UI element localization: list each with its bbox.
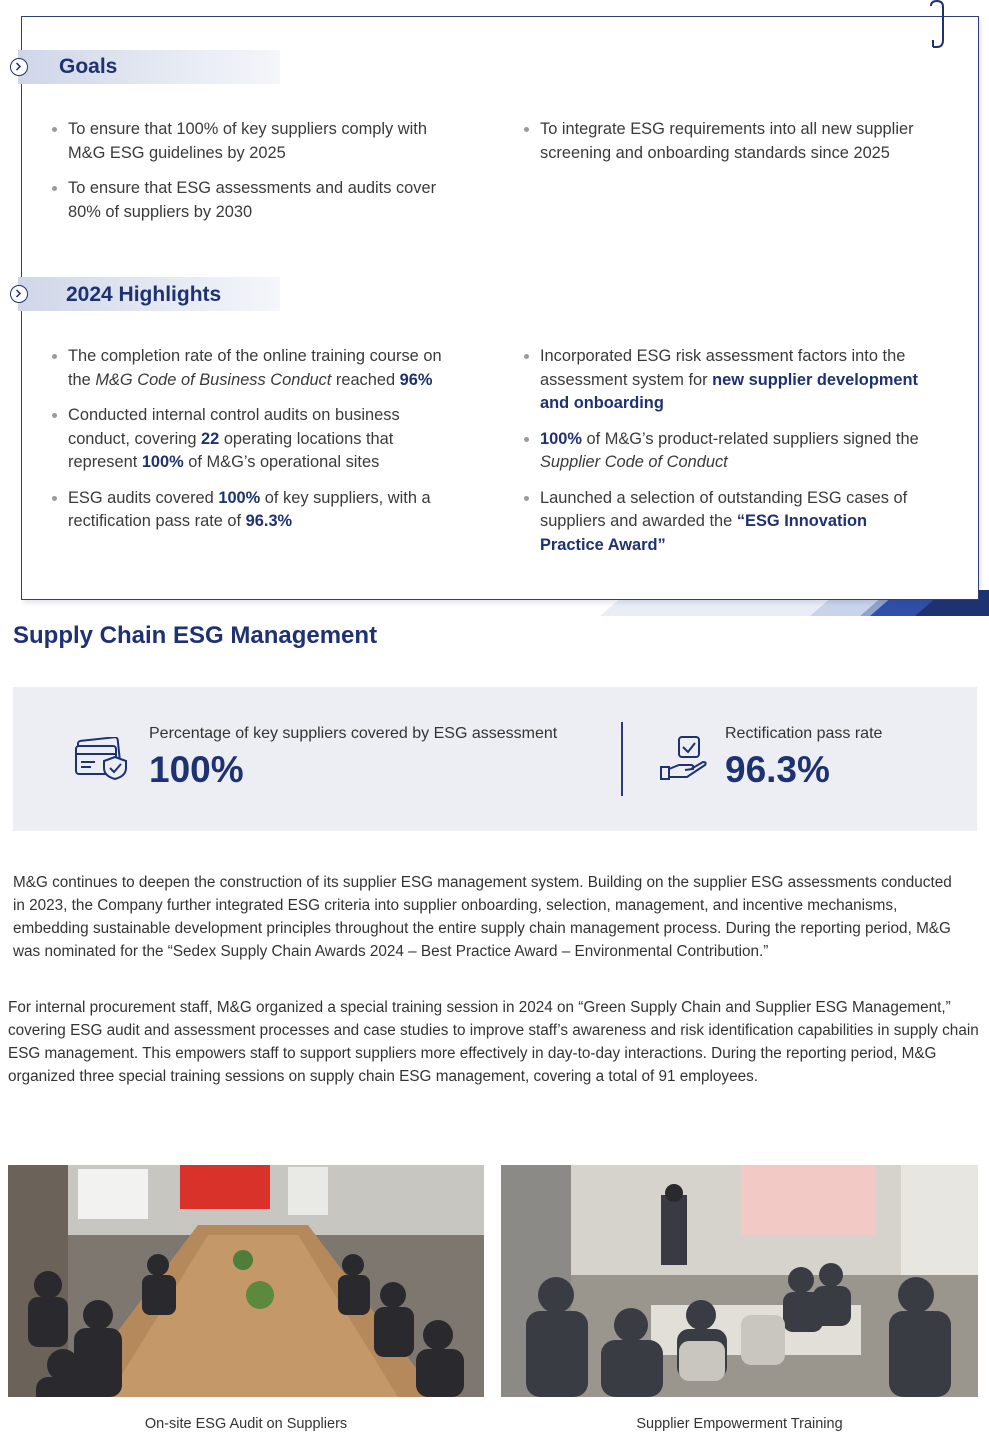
photo-caption: On-site ESG Audit on Suppliers <box>144 1416 348 1432</box>
chevron-right-icon <box>10 285 28 303</box>
highlights-title: 2024 Highlights <box>66 283 222 306</box>
goals-header-bar <box>18 50 280 84</box>
stat-label: Rectification pass rate <box>725 725 883 742</box>
highlight-item: 100% of M&G’s product-related suppliers signed the Supplier Code of Conduct <box>524 428 934 475</box>
goals-title: Goals <box>59 55 118 78</box>
chevron-right-icon <box>10 58 28 76</box>
highlight-item: Conducted internal control audits on business conduct, covering 22 operating locations that represent 100% of M&G’s operational sites <box>52 404 462 475</box>
highlight-item: ESG audits covered 100% of key suppliers, with a rectification pass rate of 96.3% <box>52 487 462 534</box>
highlight-item: The completion rate of the online training course on the M&G Code of Business Conduct reached 96% <box>52 345 462 392</box>
photo-caption: Supplier Empowerment Training <box>636 1416 843 1432</box>
stats-panel <box>13 687 977 831</box>
goal-item: To ensure that 100% of key suppliers comply with M&G ESG guidelines by 2025 <box>52 118 452 165</box>
stat-label: Percentage of key suppliers covered by ESG assessment <box>149 725 558 742</box>
photo-empowerment-training <box>501 1165 978 1397</box>
stat-value: 96.3% <box>725 749 830 790</box>
goal-item: To ensure that ESG assessments and audits cover 80% of suppliers by 2030 <box>52 177 452 224</box>
goals-list-left <box>52 118 452 236</box>
highlights-list-right <box>524 345 934 569</box>
highlights-list-left <box>52 345 462 546</box>
stat-value: 100% <box>149 749 244 790</box>
photo-onsite-audit <box>8 1165 484 1397</box>
paragraph: For internal procurement staff, M&G organized a special training session in 2024 on “Green Supply Chain and Supplier ESG Management,” covering ESG audit and assessment processes and case studies to improve staff’s awareness and risk identification capabilities in supply chain ESG management. This empowers staff to support suppliers more effectively in day-to-day interactions. During the reporting period, M&G organized three special training sessions on supply chain ESG management, covering a total of 91 employees. <box>8 999 979 1085</box>
paragraph: M&G continues to deepen the construction of its supplier ESG management system. Building on the supplier ESG assessments conducted in 2023, the Company further integrated ESG criteria into supplier onboarding, selection, management, and incentive mechanisms, embedding sustainable development principles throughout the entire supply chain management process. During the reporting period, M&G was nominated for the “Sedex Supply Chain Awards 2024 – Best Practice Award – Environmental Contribution.” <box>13 874 952 960</box>
stat-divider <box>621 722 623 796</box>
highlight-item: Incorporated ESG risk assessment factors into the assessment system for new supplier development and onboarding <box>524 345 934 416</box>
paper-clip-icon <box>922 0 952 52</box>
section-title: Supply Chain ESG Management <box>13 622 378 649</box>
hand-check-icon <box>659 735 709 783</box>
goals-list-right <box>524 118 924 177</box>
card-shield-icon <box>75 737 129 781</box>
goal-item: To integrate ESG requirements into all new supplier screening and onboarding standards since 2025 <box>524 118 924 165</box>
highlight-item: Launched a selection of outstanding ESG cases of suppliers and awarded the “ESG Innovation Practice Award” <box>524 487 934 558</box>
